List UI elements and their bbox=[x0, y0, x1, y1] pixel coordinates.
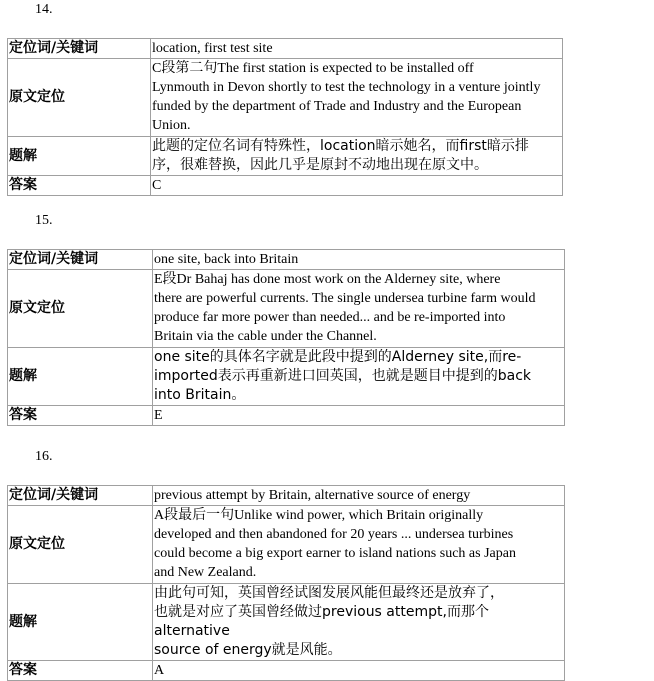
row-content: 此题的定位名词有特殊性，location暗示她名，而first暗示排 序，很难替换，因此几乎是原封不动地出现在原文中。 bbox=[151, 137, 563, 176]
row-label: 答案 bbox=[8, 406, 153, 426]
row-label: 原文定位 bbox=[8, 270, 153, 348]
row-label: 定位词/关键词 bbox=[8, 39, 151, 59]
row-label: 定位词/关键词 bbox=[8, 486, 153, 506]
row-content: E段Dr Bahaj has done most work on the Alderney site, where there are powerful currents. The single undersea turbine farm would produce far more power than needed... and be re-imported into Britain via the cable under the Channel. bbox=[153, 270, 565, 348]
table-row bbox=[8, 137, 563, 176]
table-row bbox=[8, 250, 565, 270]
table-row bbox=[8, 486, 565, 506]
row-label: 原文定位 bbox=[8, 506, 153, 584]
row-content: location, first test site bbox=[151, 39, 563, 59]
row-label: 原文定位 bbox=[8, 59, 151, 137]
question-number: 15. bbox=[35, 213, 53, 228]
table-row bbox=[8, 39, 563, 59]
row-content: one site, back into Britain bbox=[153, 250, 565, 270]
row-content: C bbox=[151, 176, 563, 196]
row-label: 题解 bbox=[8, 584, 153, 661]
answer-table-14 bbox=[7, 38, 563, 196]
row-label: 题解 bbox=[8, 137, 151, 176]
question-number: 14. bbox=[35, 2, 53, 17]
row-content: A段最后一句Unlike wind power, which Britain originally developed and then abandoned for 20 years ... undersea turbines could become a big export earner to island nations such as Japan and New Zealand. bbox=[153, 506, 565, 584]
row-label: 定位词/关键词 bbox=[8, 250, 153, 270]
row-content: one site的具体名字就是此段中提到的Alderney site,而re- imported表示再重新进口回英国，也就是题目中提到的back into Britain。 bbox=[153, 348, 565, 406]
table-row bbox=[8, 584, 565, 661]
table-row bbox=[8, 270, 565, 348]
table-row bbox=[8, 406, 565, 426]
answer-table-16 bbox=[7, 485, 565, 681]
row-label: 答案 bbox=[8, 661, 153, 681]
question-number: 16. bbox=[35, 449, 53, 464]
table-row bbox=[8, 59, 563, 137]
answer-table-15 bbox=[7, 249, 565, 426]
row-content: C段第二句The first station is expected to be installed off Lynmouth in Devon shortly to test the technology in a venture jointly funded by the department of Trade and Industry and the European Union. bbox=[151, 59, 563, 137]
table-row bbox=[8, 506, 565, 584]
row-label: 答案 bbox=[8, 176, 151, 196]
table-row bbox=[8, 348, 565, 406]
row-label: 题解 bbox=[8, 348, 153, 406]
row-content: previous attempt by Britain, alternative source of energy bbox=[153, 486, 565, 506]
table-row bbox=[8, 176, 563, 196]
row-content: 由此句可知，英国曾经试图发展风能但最终还是放弃了， 也就是对应了英国曾经做过previous attempt,而那个alternative source of energy就是风能。 bbox=[153, 584, 565, 661]
row-content: A bbox=[153, 661, 565, 681]
row-content: E bbox=[153, 406, 565, 426]
